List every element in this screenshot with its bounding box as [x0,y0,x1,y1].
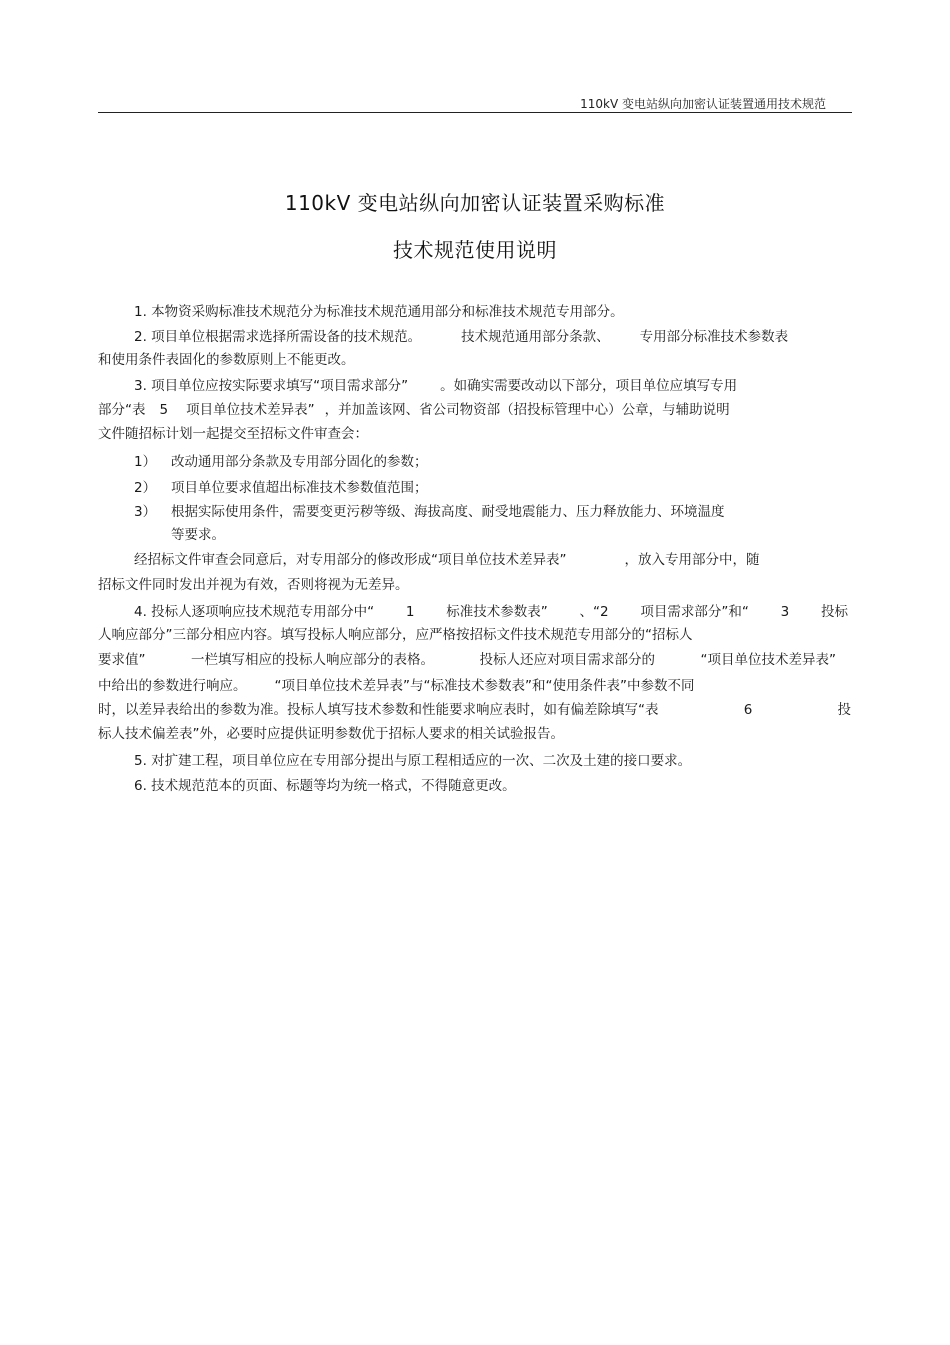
text-segment: 投标人还应对项目需求部分的 [479,652,655,668]
paragraph-2-line-1 [134,328,831,346]
paragraph-2-line-2: 和使用条件表固化的参数原则上不能更改。 [98,352,355,368]
text-segment: 技术规范通用部分条款、 [461,329,610,345]
text-segment: 6 [743,702,753,718]
list-item-3-text-line-1: 根据实际使用条件，需要变更污秽等级、海拔高度、耐受地震能力、压力释放能力、环境温度 [171,504,725,520]
paragraph-7: 6. 技术规范范本的页面、标题等均为统一格式，不得随意更改。 [134,778,516,794]
document-title: 110kV 变电站纵向加密认证装置采购标准 [284,191,666,215]
text-segment: 。如确实需要改动以下部分，项目单位应填写专用 [440,378,738,394]
paragraph-1: 1. 本物资采购标准技术规范分为标准技术规范通用部分和标准技术规范专用部分。 [134,304,624,320]
document-subtitle: 技术规范使用说明 [393,238,557,262]
list-item-2-text: 项目单位要求值超出标准技术参数值范围； [171,480,428,496]
paragraph-5-line-5 [98,701,851,719]
paragraph-6: 5. 对扩建工程，项目单位应在专用部分提出与原工程相适应的一次、二次及土建的接口要求。 [134,753,692,769]
list-item-1-number: 1） [134,454,157,470]
list-item-2-number: 2） [134,480,157,496]
list-item-3-number: 3） [134,504,157,520]
paragraph-5-line-1 [134,603,848,621]
text-segment: ，放入专用部分中，随 [624,552,760,568]
paragraph-5-line-6: 标人技术偏差表”外，必要时应提供证明参数优于招标人要求的相关试验报告。 [98,726,564,742]
paragraph-5-line-3 [98,651,836,669]
text-segment: ，并加盖该网、省公司物资部（招投标管理中心）公章，与辅助说明 [324,402,730,418]
text-segment: 部分“表 [98,402,146,418]
text-segment: 投 [837,702,851,718]
text-segment: 要求值” [98,652,146,668]
paragraph-5-line-4 [98,677,694,695]
paragraph-5-line-2: 人响应部分”三部分相应内容。填写投标人响应部分，应严格按招标文件技术规范专用部分的“招标人 [98,627,693,643]
text-segment: 中给出的参数进行响应。 [98,678,247,694]
text-segment: 一栏填写相应的投标人响应部分的表格。 [191,652,434,668]
list-item-3-text-line-2: 等要求。 [171,527,225,543]
text-segment: 标准技术参数表” [446,604,548,620]
list-item-1-text: 改动通用部分条款及专用部分固化的参数； [171,454,428,470]
header-rule [98,112,852,113]
text-segment: 5 [159,402,169,418]
running-header: 110kV 变电站纵向加密认证装置通用技术规范 [580,97,826,111]
text-segment: “项目单位技术差异表”与“标准技术参数表”和“使用条件表”中参数不同 [274,678,695,694]
text-segment: 项目需求部分”和“ [640,604,749,620]
text-segment: 投标 [820,604,848,620]
text-segment: 3. 项目单位应按实际要求填写“项目需求部分” [134,378,409,394]
text-segment: “项目单位技术差异表” [700,652,836,668]
text-segment: 4. 投标人逐项响应技术规范专用部分中“ [134,604,375,620]
paragraph-4-line-1 [134,551,760,569]
paragraph-3-line-2 [98,401,730,419]
paragraph-3-line-3: 文件随招标计划一起提交至招标文件审查会： [98,426,368,442]
paragraph-4-line-2: 招标文件同时发出并视为有效，否则将视为无差异。 [98,577,409,593]
text-segment: 项目单位技术差异表” [186,402,315,418]
paragraph-3-line-1 [134,377,737,395]
text-segment: 经招标文件审查会同意后，对专用部分的修改形成“项目单位技术差异表” [134,552,567,568]
text-segment: 时，以差异表给出的参数为准。投标人填写技术参数和性能要求响应表时，如有偏差除填写“表 [98,702,659,718]
text-segment: 3 [780,604,790,620]
text-segment: 专用部分标准技术参数表 [639,329,789,345]
text-segment: 2. 项目单位根据需求选择所需设备的技术规范。 [134,329,422,345]
text-segment: 、“2 [579,604,609,620]
text-segment: 1 [405,604,415,620]
